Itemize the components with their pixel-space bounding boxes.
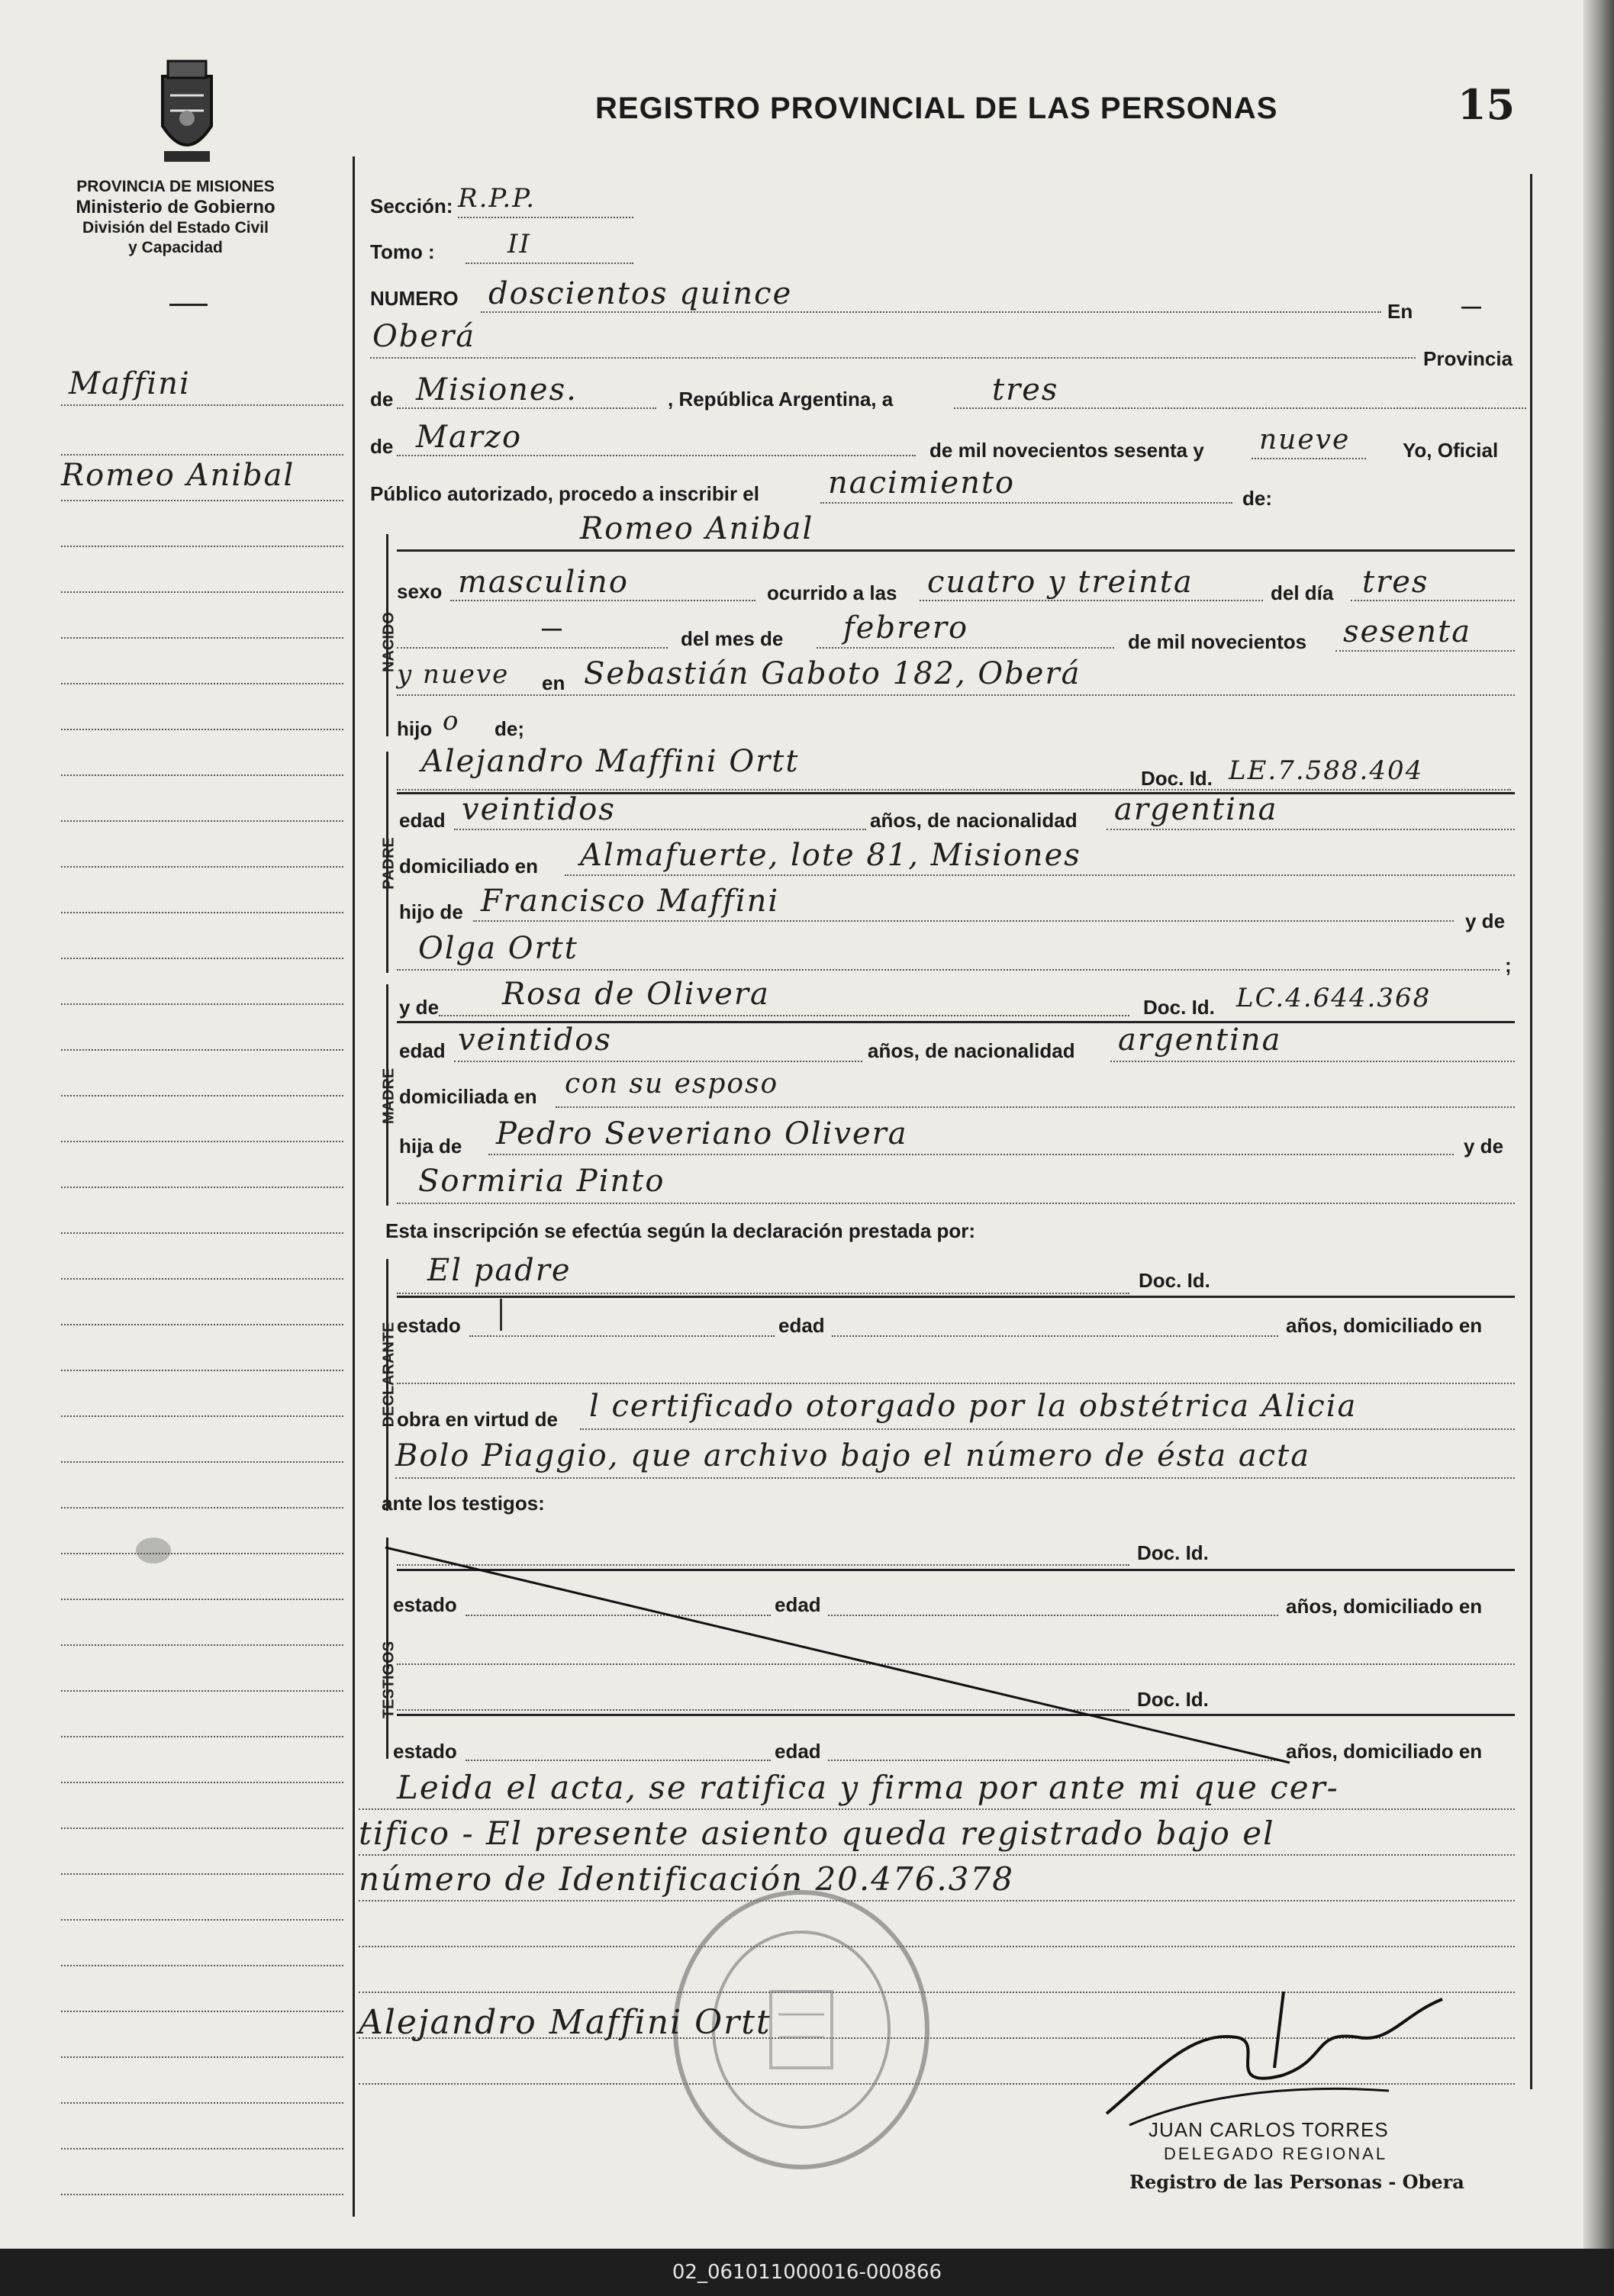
seccion-value: R.P.P. xyxy=(458,183,536,214)
declarant-signature: Alejandro Maffini Ortt xyxy=(359,2003,772,2042)
madre-father-value: Pedro Severiano Olivera xyxy=(496,1116,908,1151)
time-value: cuatro y treinta xyxy=(927,565,1194,600)
hijo-label: hijo xyxy=(397,717,433,740)
declarante-anos-label: años, domiciliado en xyxy=(1286,1314,1483,1337)
padre-edad-value: veintidos xyxy=(462,792,616,827)
tomo-label: Tomo : xyxy=(370,240,435,263)
closing-line-2: tifico - El presente asiento queda registrado bajo el xyxy=(359,1815,1275,1852)
testigos-intro-label: ante los testigos: xyxy=(382,1492,545,1515)
issuer-division-2: y Capacidad xyxy=(128,239,223,256)
province-value: Misiones. xyxy=(416,372,578,407)
padre-doc-label: Doc. Id. xyxy=(1141,767,1213,790)
day-value: tres xyxy=(992,372,1059,407)
testigos-cancel-line xyxy=(382,1541,1297,1770)
main-right-border xyxy=(1530,174,1532,2089)
padre-semicolon: ; xyxy=(1505,954,1512,977)
nacido-dash: — xyxy=(542,617,562,639)
seccion-label: Sección: xyxy=(370,195,453,217)
testigo2-edad-label: edad xyxy=(775,1740,821,1763)
padre-nac-value: argentina xyxy=(1114,792,1278,827)
page-number: 15 xyxy=(1458,80,1516,129)
issuer-division: División del Estado Civil xyxy=(82,219,269,237)
testigo1-doc-label: Doc. Id. xyxy=(1137,1541,1209,1564)
nacido-day-value: tres xyxy=(1362,565,1429,600)
testigo2-anos-label: años, domiciliado en xyxy=(1286,1740,1483,1763)
nacido-name-value: Romeo Anibal xyxy=(580,511,814,546)
de-label-2: de xyxy=(370,435,394,458)
nacido-year-value: sesenta xyxy=(1343,614,1472,649)
issuer-rule xyxy=(169,304,208,306)
obra-label: obra en virtud de xyxy=(397,1408,558,1431)
closing-line-3: número de Identificación 20.476.378 xyxy=(359,1860,1014,1898)
padre-yde-label: y de xyxy=(1465,910,1506,932)
numero-value: doscientos quince xyxy=(488,276,793,311)
book-binding-edge xyxy=(1583,0,1614,2249)
margin-given-names: Romeo Anibal xyxy=(61,458,295,493)
madre-name-value: Rosa de Olivera xyxy=(502,977,770,1012)
padre-doc-value: LE.7.588.404 xyxy=(1229,755,1424,786)
tomo-value: II xyxy=(507,229,531,259)
padre-dom-label: domiciliado en xyxy=(399,855,539,878)
nacido-year-value-2: y nueve xyxy=(397,659,510,690)
padre-name-value: Alejandro Maffini Ortt xyxy=(421,744,800,779)
testigos-label: TESTIGOS xyxy=(380,1641,398,1719)
testigo2-doc-label: Doc. Id. xyxy=(1137,1688,1209,1711)
hijo-de-label: de; xyxy=(495,717,524,740)
madre-nac-label: años, de nacionalidad xyxy=(868,1039,1075,1062)
nacido-month-value: febrero xyxy=(843,610,969,646)
publico-label: Público autorizado, procedo a inscribir el xyxy=(370,482,759,505)
padre-dom-value: Almafuerte, lote 81, Misiones xyxy=(580,838,1081,873)
nacido-year-label: de mil novecientos xyxy=(1128,630,1307,653)
testigo1-estado-label: estado xyxy=(393,1593,457,1616)
declarante-estado-mark xyxy=(500,1299,502,1331)
numero-label: NUMERO xyxy=(370,287,459,310)
register-title: REGISTRO PROVINCIAL DE LAS PERSONAS xyxy=(595,92,1278,125)
main-left-border xyxy=(353,156,355,2217)
margin-surname: Maffini xyxy=(69,366,191,401)
act-type-value: nacimiento xyxy=(828,465,1016,501)
padre-mother-value: Olga Ortt xyxy=(418,931,578,966)
de-label: de xyxy=(370,388,394,411)
declarante-edad-label: edad xyxy=(778,1314,825,1337)
nacido-en-label: en xyxy=(542,671,565,694)
issuer-province: PROVINCIA DE MISIONES xyxy=(76,178,275,195)
padre-edad-label: edad xyxy=(399,809,446,832)
padre-father-value: Francisco Maffini xyxy=(481,884,780,919)
official-title: DELEGADO REGIONAL xyxy=(1164,2144,1388,2163)
madre-doc-value: LC.4.644.368 xyxy=(1236,983,1432,1013)
provincia-label: Provincia xyxy=(1423,347,1513,370)
padre-label: PADRE xyxy=(380,837,398,890)
madre-dom-value: con su esposo xyxy=(565,1068,779,1100)
issuer-block xyxy=(46,177,305,258)
month-value: Marzo xyxy=(416,420,523,455)
padre-nac-label: años, de nacionalidad xyxy=(870,809,1078,832)
del-dia-label: del día xyxy=(1271,581,1334,604)
issuer-ministry: Ministerio de Gobierno xyxy=(76,197,275,217)
ink-smudge xyxy=(136,1538,171,1563)
madre-yde-label: y de xyxy=(399,996,440,1019)
mes-label: del mes de xyxy=(681,627,784,650)
testigo1-anos-label: años, domiciliado en xyxy=(1286,1595,1483,1618)
madre-label: MADRE xyxy=(380,1067,398,1125)
oficial-label: Yo, Oficial xyxy=(1403,439,1499,462)
hijo-value: o xyxy=(443,706,460,736)
year-value: nueve xyxy=(1259,424,1351,456)
testigo1-edad-label: edad xyxy=(775,1593,821,1616)
republica-label: , República Argentina, a xyxy=(668,388,894,411)
madre-edad-label: edad xyxy=(399,1039,446,1062)
declarante-doc-label: Doc. Id. xyxy=(1139,1269,1210,1292)
madre-doc-label: Doc. Id. xyxy=(1143,996,1215,1019)
declarante-label: DECLARANTE xyxy=(380,1322,398,1428)
madre-yde2-label: y de xyxy=(1464,1135,1504,1158)
office-name: Registro de las Personas - Obera xyxy=(1129,2171,1464,2193)
official-name: JUAN CARLOS TORRES xyxy=(1148,2118,1389,2141)
closing-line-1: Leida el acta, se ratifica y firma por ante mi que cer- xyxy=(397,1769,1339,1806)
declarante-name-value: El padre xyxy=(427,1253,572,1288)
obra-value-2: Bolo Piaggio, que archivo bajo el número de ésta acta xyxy=(395,1438,1311,1473)
place-value: Oberá xyxy=(372,319,476,354)
en-label: En xyxy=(1387,300,1413,323)
nacido-label: NACIDO xyxy=(380,612,398,672)
padre-hijo-de-label: hijo de xyxy=(399,900,463,923)
declarante-estado-label: estado xyxy=(397,1314,461,1337)
madre-hija-de-label: hija de xyxy=(399,1135,462,1158)
birthplace-value: Sebastián Gaboto 182, Oberá xyxy=(584,656,1081,691)
madre-dom-label: domiciliada en xyxy=(399,1085,537,1108)
madre-nac-value: argentina xyxy=(1118,1022,1282,1058)
declarante-intro: Esta inscripción se efectúa según la declaración prestada por: xyxy=(385,1219,976,1242)
year-text: de mil novecientos sesenta y xyxy=(929,439,1204,462)
file-id-caption: 02_061011000016-000866 xyxy=(672,2261,942,2284)
testigo2-estado-label: estado xyxy=(393,1740,457,1763)
obra-value-1: l certificado otorgado por la obstétrica Alicia xyxy=(589,1389,1358,1424)
ocurrido-label: ocurrido a las xyxy=(767,581,897,604)
sexo-value: masculino xyxy=(458,565,629,600)
en-value: — xyxy=(1461,295,1481,317)
de-colon-label: de: xyxy=(1242,487,1272,510)
madre-mother-value: Sormiria Pinto xyxy=(418,1164,665,1199)
madre-edad-value: veintidos xyxy=(458,1022,612,1058)
provincial-coat-of-arms xyxy=(149,53,225,168)
sexo-label: sexo xyxy=(397,580,443,603)
